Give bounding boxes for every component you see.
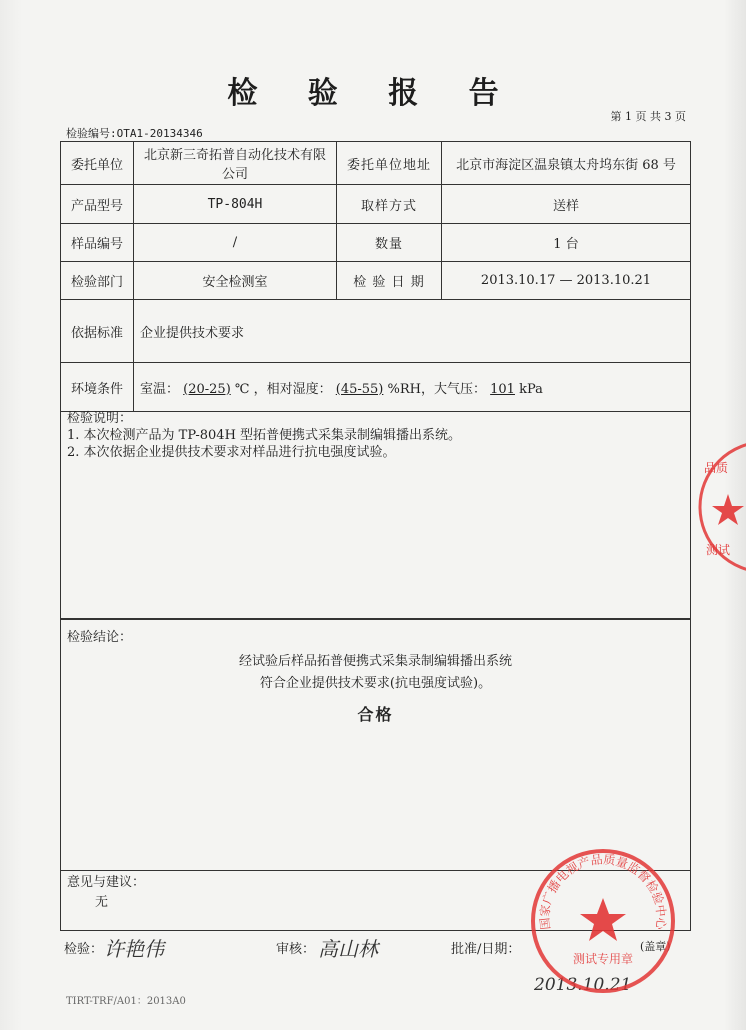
notes-heading: 检验说明： [67,411,133,426]
sample-no-label: 样品编号 [61,224,134,262]
seal-note: (盖章) [640,940,671,953]
star-icon [712,494,744,525]
verdict: 合格 [357,705,394,724]
client-value: 北京新三奇拓普自动化技术有限公司 [134,142,337,185]
seal-sub-text: 测试专用章 [572,952,634,966]
edge-seal-text-2: 测试 [706,543,731,557]
env-humidity-unit: %RH，大气压： [387,381,486,397]
info-table [60,141,691,412]
form-code: TIRT-TRF/A01：2013A0 [66,996,186,1007]
date-value: 2013.10.17 — 2013.10.21 [442,262,691,300]
conclusion-line-2: 符合企业提供技术要求(抗电强度试验)。 [259,676,492,691]
model-value: TP-804H [134,185,337,224]
table-row [61,300,691,363]
sampling-label: 取样方式 [337,185,442,224]
env-temp: (20-25) [183,381,231,397]
approve-label: 批准/日期： [451,942,521,957]
seal-arc-text: 国家广播电视产品质量监督检验中心 [537,852,669,931]
quantity-label: 数量 [337,224,442,262]
table-row [61,262,691,300]
review-label: 审核： [276,942,316,957]
table-row [61,142,691,185]
inspect-label: 检验： [64,942,104,957]
env-temp-label: 室温： [140,381,180,397]
official-seal [528,846,678,996]
dept-label: 检验部门 [61,262,134,300]
edge-seal [690,432,746,582]
model-label: 产品型号 [61,185,134,224]
review-signature: 高山林 [318,937,378,961]
opinion-heading: 意见与建议： [67,875,146,890]
env-temp-unit: ℃ ，相对湿度： [234,381,332,397]
sampling-value: 送样 [442,185,691,224]
list-item: 1. 本次检测产品为 TP-804H 型拓普便携式采集录制编辑播出系统。 [67,428,462,443]
env-humidity: (45-55) [335,381,384,397]
inspection-conclusion [60,619,691,871]
document-title: 检 验 报 告 [227,76,519,111]
inspect-signature: 许艳伟 [104,937,164,961]
env-pressure: 101 [490,381,515,397]
conclusion-line-1: 经试验后样品拓普便携式采集录制编辑播出系统 [238,654,512,669]
inspection-notes [60,405,691,619]
table-row [61,224,691,262]
env-pressure-unit: kPa [519,381,543,397]
conclusion-heading: 检验结论： [67,630,133,645]
address-value: 北京市海淀区温泉镇太舟坞东街 68 号 [442,142,691,185]
basis-value: 企业提供技术要求 [134,300,691,363]
client-label: 委托单位 [61,142,134,185]
address-label: 委托单位地址 [337,142,442,185]
date-label: 检 验 日 期 [337,262,442,300]
opinion-value: 无 [95,895,109,910]
basis-label: 依据标准 [61,300,134,363]
star-icon [580,898,626,941]
list-item: 2. 本次依据企业提供技术要求对样品进行抗电强度试验。 [67,445,396,460]
quantity-value: 1 台 [442,224,691,262]
approve-date: 2013.10.21 [534,975,632,995]
table-row [61,185,691,224]
sample-no-value: / [134,224,337,262]
page-info: 第 1 页 共 3 页 [610,110,686,123]
report-number: 检验编号:OTA1-20134346 [66,127,203,140]
edge-seal-text-1: 品质 [704,461,729,475]
env-label: 环境条件 [61,363,134,412]
dept-value: 安全检测室 [134,262,337,300]
